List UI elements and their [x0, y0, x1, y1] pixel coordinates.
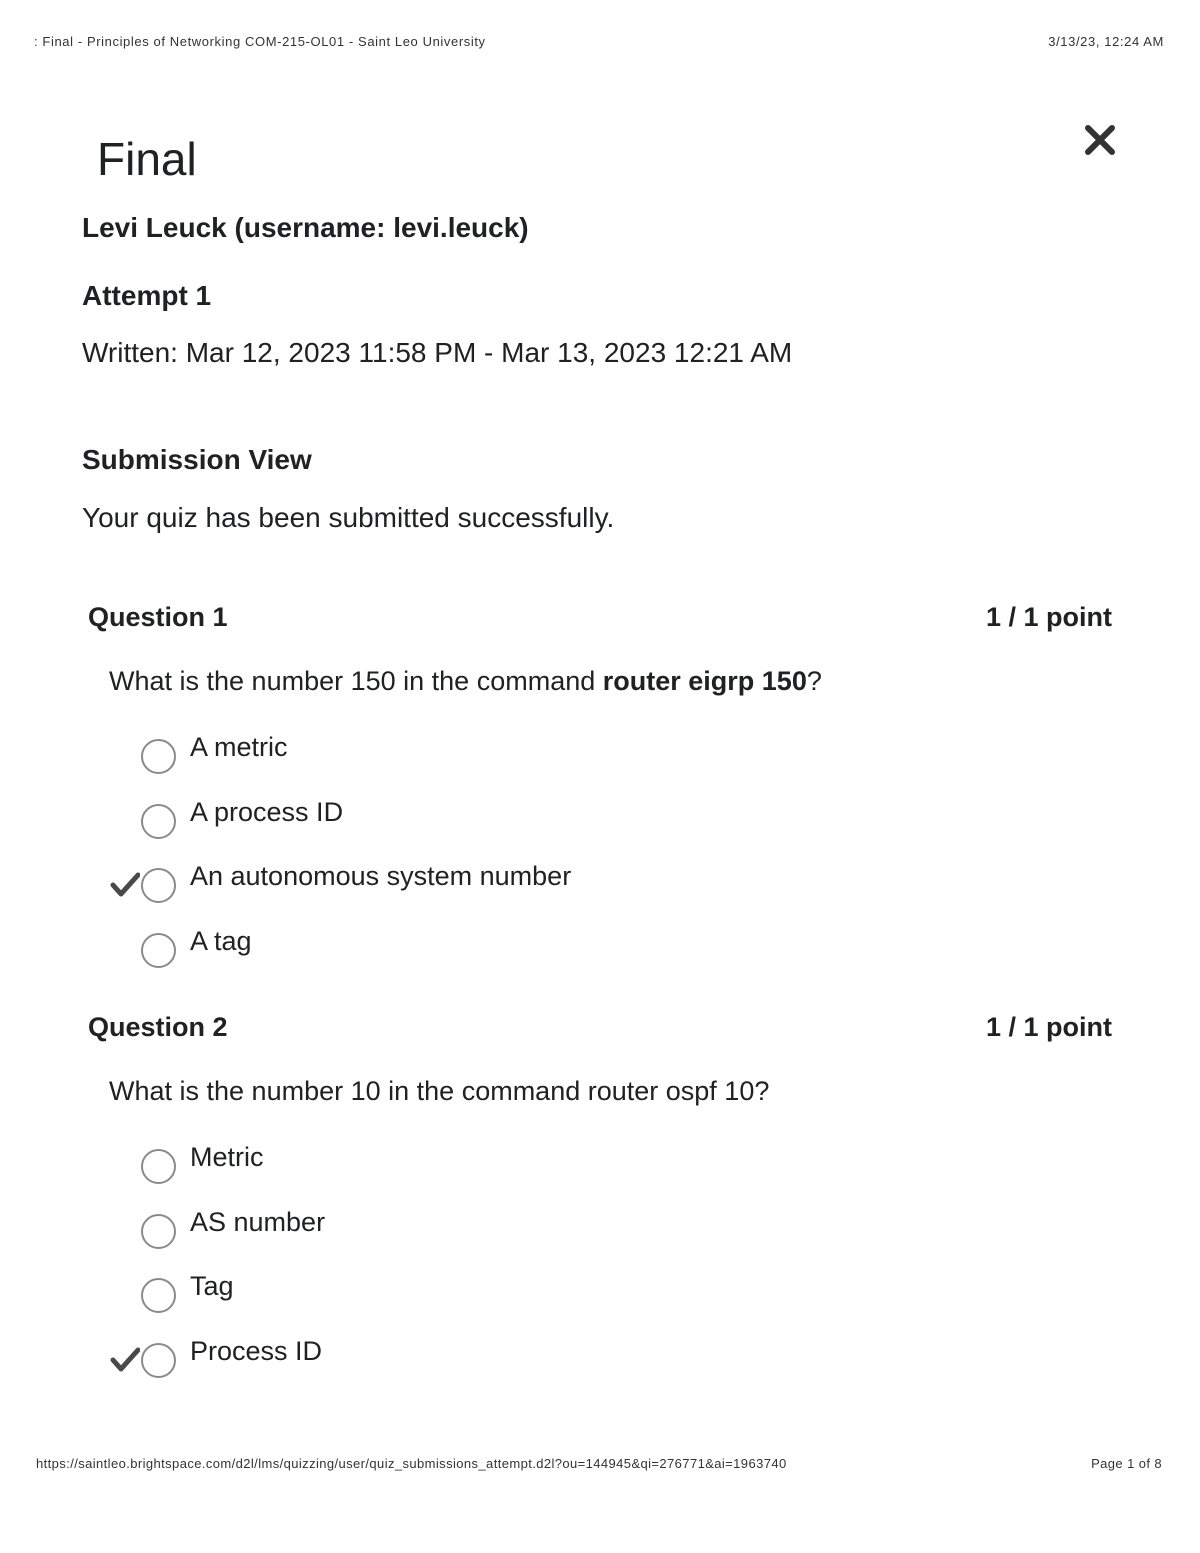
- submission-message: Your quiz has been submitted successfully.: [82, 502, 615, 533]
- answer-choice: [108, 1336, 1008, 1401]
- radio-button[interactable]: [141, 1149, 176, 1184]
- answer-label: Metric: [190, 1142, 264, 1172]
- question-text-end: ?: [806, 666, 822, 696]
- print-footer-page: Page 1 of 8: [1091, 1456, 1162, 1471]
- print-footer-url: https://saintleo.brightspace.com/d2l/lms/quizzing/user/quiz_submissions_attempt.d2l?ou=144945&qi=276771&ai=1963740: [36, 1456, 787, 1471]
- print-header-datetime: 3/13/23, 12:24 AM: [1048, 34, 1164, 49]
- question-header: [88, 1012, 1112, 1052]
- close-button[interactable]: [1080, 120, 1120, 160]
- answer-choice: [108, 926, 1008, 991]
- close-icon: [1082, 122, 1118, 158]
- question-header: [88, 602, 1112, 642]
- attempt-heading: Attempt 1: [82, 280, 212, 311]
- answer-choice: [108, 861, 1008, 926]
- radio-button[interactable]: [141, 1214, 176, 1249]
- answer-label: Tag: [190, 1271, 234, 1301]
- submission-view-heading: Submission View: [82, 444, 312, 475]
- print-header-title: : Final - Principles of Networking COM-215-OL01 - Saint Leo University: [34, 34, 486, 49]
- answer-label: AS number: [190, 1206, 326, 1237]
- question-text-plain: What is the number 10 in the command router ospf 10?: [109, 1076, 770, 1106]
- answer-label: An autonomous system number: [190, 861, 572, 891]
- answer-label: A process ID: [190, 796, 344, 827]
- answer-choice: [108, 1271, 1008, 1336]
- correct-checkmark-icon: [110, 1344, 140, 1374]
- radio-button[interactable]: [141, 868, 176, 903]
- answer-choices: [108, 732, 1008, 990]
- question-title: Question 2: [88, 1012, 228, 1042]
- correct-checkmark-icon: [110, 869, 140, 899]
- answer-label: A tag: [190, 925, 252, 956]
- radio-button[interactable]: [141, 933, 176, 968]
- radio-button[interactable]: [141, 739, 176, 774]
- question-title: Question 1: [88, 602, 228, 632]
- print-footer: [0, 1456, 1200, 1476]
- answer-choice: [108, 732, 1008, 797]
- question-text: [109, 666, 822, 697]
- radio-button[interactable]: [141, 1278, 176, 1313]
- question-score: 1 / 1 point: [985, 602, 1112, 632]
- answer-label: A metric: [190, 732, 288, 762]
- radio-button[interactable]: [141, 804, 176, 839]
- answer-choice: [108, 797, 1008, 862]
- answer-choices: [108, 1142, 1008, 1400]
- answer-label: Process ID: [190, 1335, 323, 1366]
- question-text: [109, 1076, 769, 1107]
- answer-choice: [108, 1142, 1008, 1207]
- user-name: Levi Leuck (username: levi.leuck): [82, 212, 529, 243]
- answer-choice: [108, 1207, 1008, 1272]
- page-title: Final: [97, 133, 197, 185]
- attempt-written-date: Written: Mar 12, 2023 11:58 PM - Mar 13, 2023 12:21 AM: [82, 337, 793, 368]
- question-text-bold: router eigrp 150: [602, 666, 807, 696]
- radio-button[interactable]: [141, 1343, 176, 1378]
- print-header: [0, 34, 1200, 54]
- question-text-plain: What is the number 150 in the command: [109, 666, 603, 696]
- question-score: 1 / 1 point: [985, 1012, 1112, 1042]
- question-1: [88, 602, 1112, 956]
- question-2: [88, 1012, 1112, 1366]
